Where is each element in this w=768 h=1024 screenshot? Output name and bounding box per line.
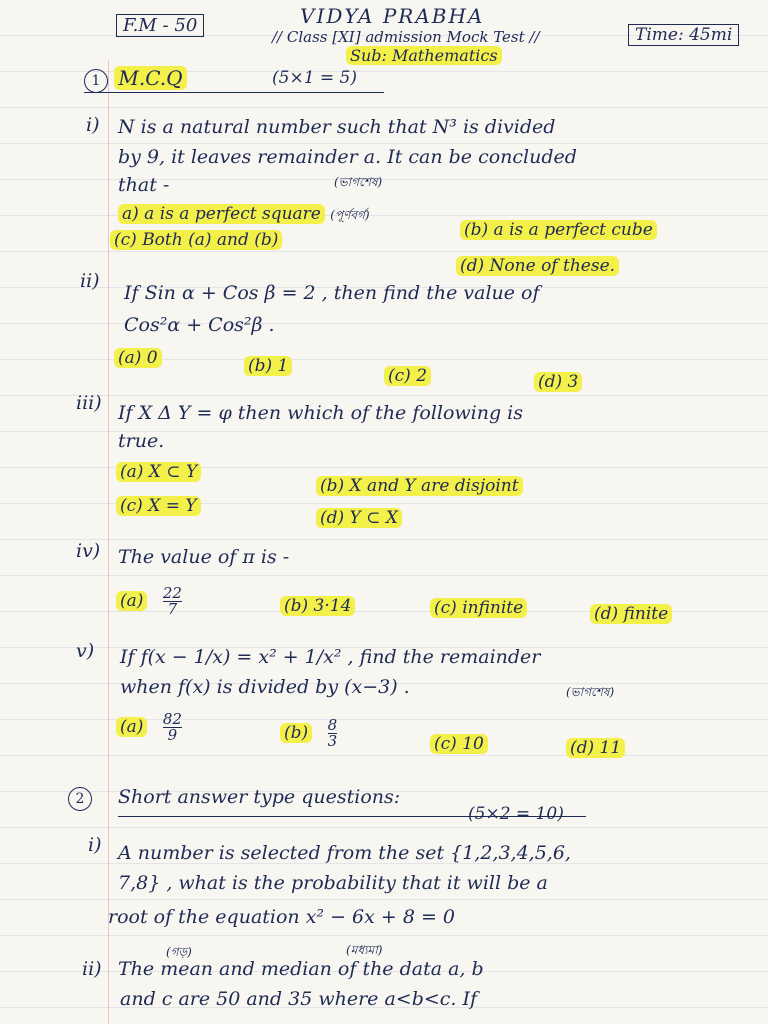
section1-heading: [84, 66, 187, 93]
q5-option-a-fraction: [163, 712, 182, 743]
q4-number: iv): [76, 540, 101, 562]
q2-line2: Cos²α + Cos²β .: [124, 314, 275, 336]
q1-note: (ভাগশেষ): [334, 175, 383, 189]
q1-option-c: (c) Both (a) and (b): [110, 230, 282, 250]
q3-option-d: (d) Y ⊂ X: [316, 508, 402, 528]
page-margin-line: [108, 60, 109, 1024]
q3-option-a: (a) X ⊂ Y: [116, 462, 201, 482]
q4-option-a: [116, 586, 182, 617]
q2-option-a: (a) 0: [114, 348, 162, 368]
s2-q2-note-mean: (গড়): [166, 945, 192, 959]
q2-option-c: (c) 2: [384, 366, 431, 386]
q1-line3: that -: [118, 174, 170, 196]
q2-number: ii): [80, 270, 100, 292]
q4-option-b: (b) 3·14: [280, 596, 355, 616]
q3-option-b: (b) X and Y are disjoint: [316, 476, 523, 496]
q5-option-d: (d) 11: [566, 738, 625, 758]
q5-line2: when f(x) is divided by (x−3) .: [120, 676, 410, 698]
q1-line2: by 9, it leaves remainder a. It can be concluded: [118, 146, 577, 168]
q5-option-a-numerator: 82: [162, 710, 182, 728]
section1-underline: [84, 92, 384, 93]
q5-option-a: [116, 712, 182, 743]
q4-option-a-denominator: 7: [167, 600, 178, 618]
q5-option-c: (c) 10: [430, 734, 488, 754]
q1-number: i): [86, 114, 100, 136]
q5-option-b-denominator: 3: [327, 732, 338, 750]
q2-line1: If Sin α + Cos β = 2 , then find the value of: [124, 282, 540, 304]
section2-title: Short answer type questions:: [118, 786, 401, 808]
q5-option-b-numerator: 8: [327, 716, 338, 734]
full-marks-box: F.M - 50: [116, 14, 204, 37]
q4-option-c: (c) infinite: [430, 598, 527, 618]
section1-title: M.C.Q: [114, 66, 186, 90]
q4-option-a-numerator: 22: [162, 584, 182, 602]
section1-number: 1: [84, 69, 108, 93]
q2-option-b: (b) 1: [244, 356, 292, 376]
q1-option-d: (d) None of these.: [456, 256, 619, 276]
time-box: Time: 45mi: [628, 24, 739, 46]
s2-q2-note-median: (মধ্যমা): [346, 943, 383, 957]
s2-q2-number: ii): [82, 958, 102, 980]
q1-option-a: [118, 204, 370, 227]
section2-marks: (5×2 = 10): [468, 804, 564, 824]
q5-option-b-label: (b): [280, 723, 312, 743]
q4-option-a-label: (a): [116, 591, 147, 611]
q4-line1: The value of π is -: [118, 546, 290, 568]
q1-option-a-note: (পূর্ণবর্গ): [330, 208, 370, 222]
q5-note: (ভাগশেষ): [566, 685, 615, 699]
q5-line1: If f(x − 1/x) = x² + 1/x² , find the remainder: [120, 646, 541, 668]
q4-option-a-fraction: [163, 586, 182, 617]
section2-heading: [68, 784, 92, 811]
q5-option-b-fraction: [328, 718, 338, 749]
s2-q2-line2: and c are 50 and 35 where a<b<c. If: [120, 988, 478, 1010]
q3-option-c: (c) X = Y: [116, 496, 201, 516]
s2-q2-line1: The mean and median of the data a, b: [118, 958, 484, 980]
q3-number: iii): [76, 392, 102, 414]
q1-option-b: (b) a is a perfect cube: [460, 220, 657, 240]
section1-marks: (5×1 = 5): [272, 68, 358, 88]
section2-underline: [118, 816, 586, 817]
q5-number: v): [76, 640, 95, 662]
q4-option-d: (d) finite: [590, 604, 672, 624]
s2-q1-line1: A number is selected from the set {1,2,3,4,5,6,: [118, 842, 571, 864]
subject-label: Sub: Mathematics: [346, 46, 502, 65]
q2-option-d: (d) 3: [534, 372, 582, 392]
q1-option-a-text: a) a is a perfect square: [118, 204, 325, 224]
test-title: // Class [XI] admission Mock Test //: [272, 28, 540, 46]
q5-option-a-denominator: 9: [167, 726, 178, 744]
q5-option-b: [280, 718, 337, 749]
section2-number: 2: [68, 787, 92, 811]
s2-q1-line3: root of the equation x² − 6x + 8 = 0: [108, 906, 456, 928]
q3-line1: If X Δ Y = φ then which of the following is: [118, 402, 524, 424]
q1-line1: N is a natural number such that N³ is divided: [118, 116, 556, 138]
s2-q1-line2: 7,8} , what is the probability that it will be a: [118, 872, 548, 894]
school-name: VIDYA PRABHA: [300, 4, 485, 28]
q3-line2: true.: [118, 430, 165, 452]
s2-q1-number: i): [88, 834, 102, 856]
q5-option-a-label: (a): [116, 717, 147, 737]
